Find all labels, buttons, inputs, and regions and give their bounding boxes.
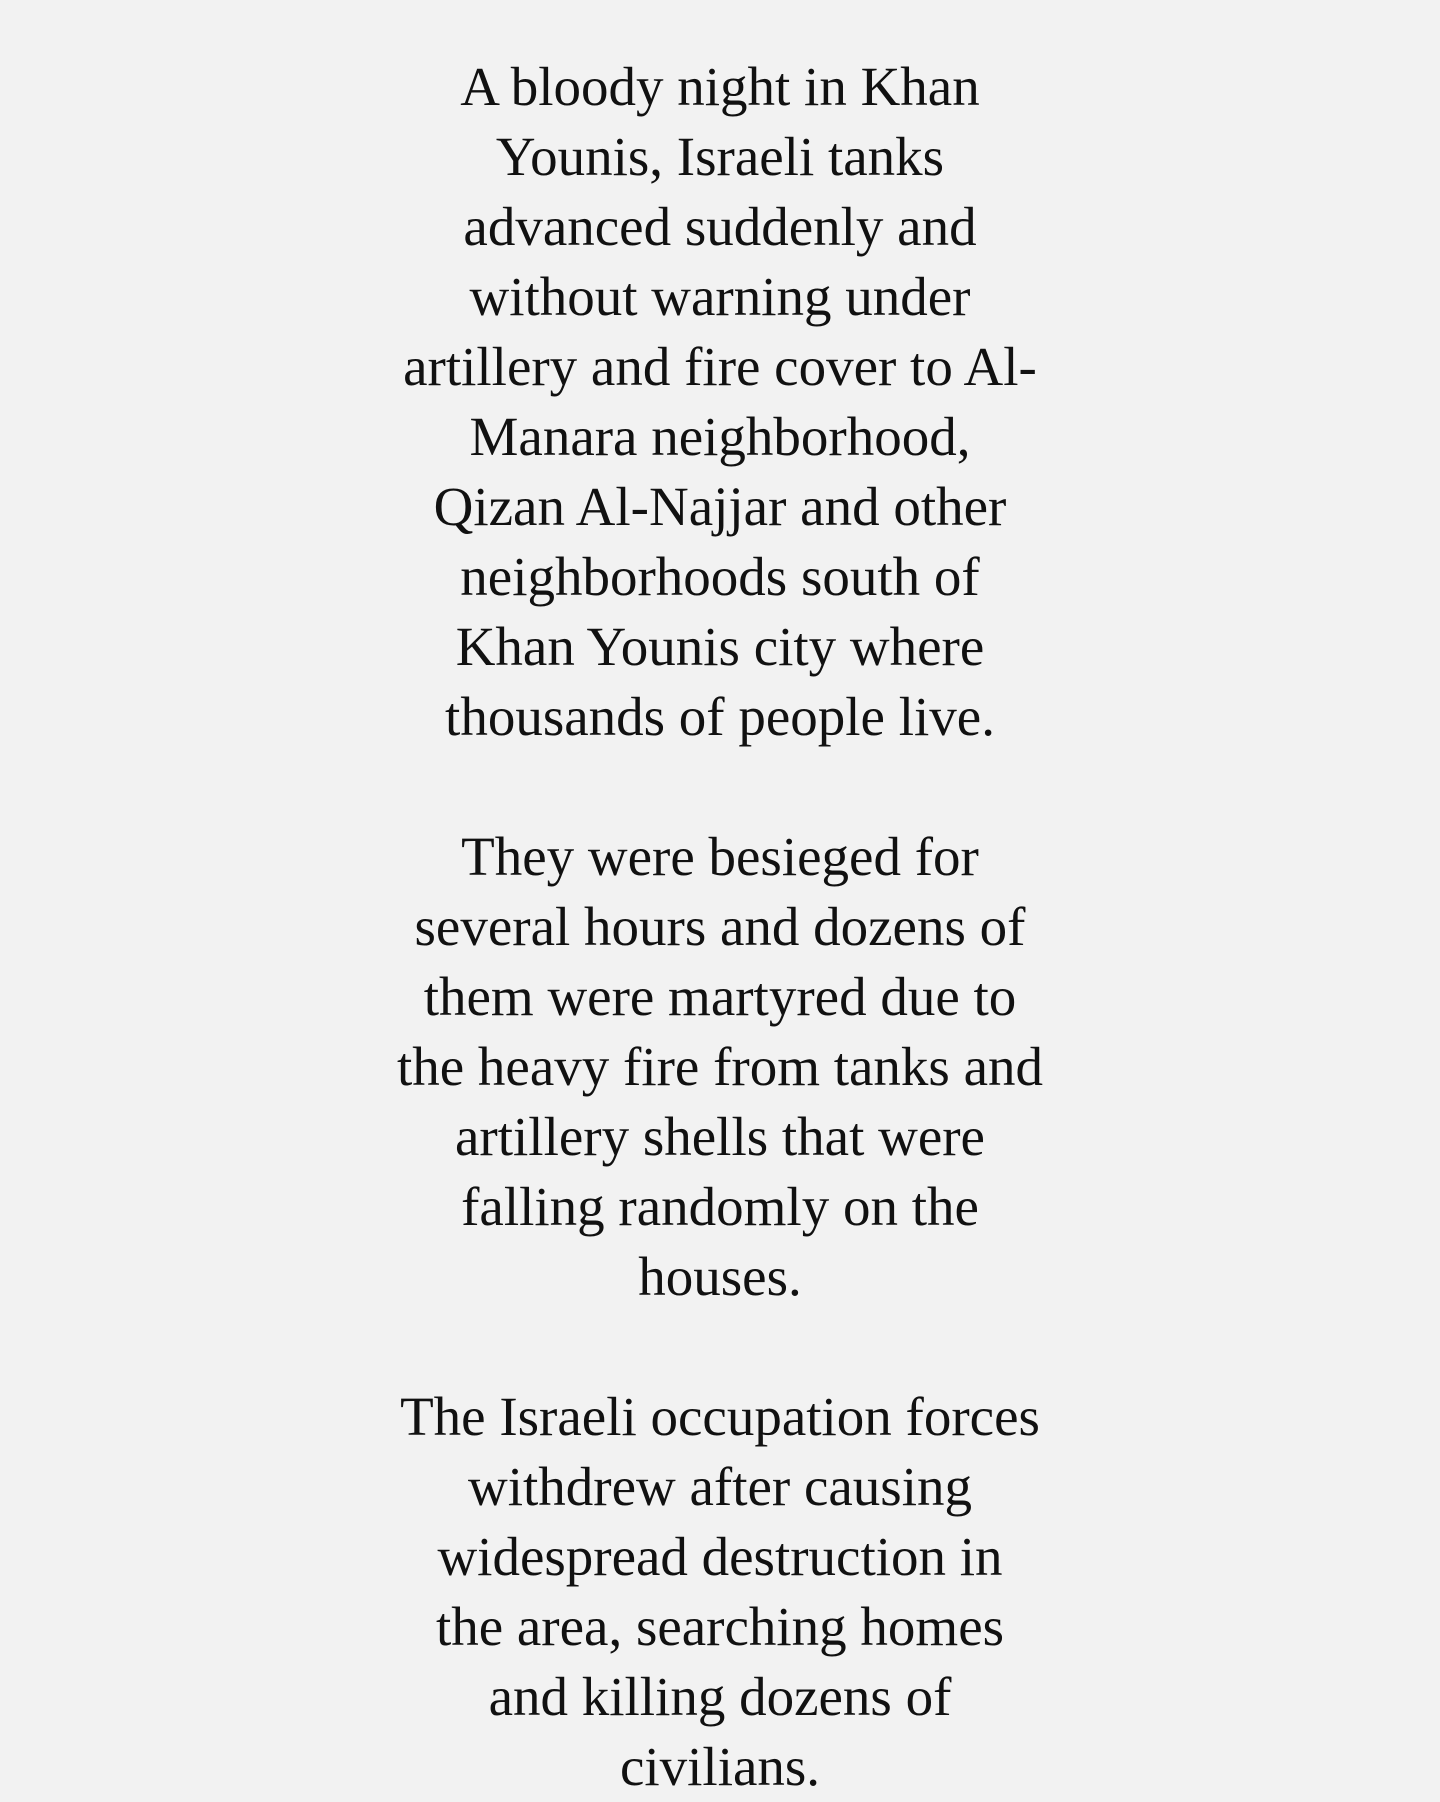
text-line: them were martyred due to [423,966,1017,1027]
text-line: Qizan Al-Najjar and other [433,476,1007,537]
text-line: several hours and dozens of [414,896,1026,957]
paragraph-3 [330,1382,1110,1802]
paragraph-gap [330,1312,1110,1382]
text-line: houses. [638,1246,802,1307]
text-line: widespread destruction in [437,1526,1003,1587]
text-line: withdrew after causing [468,1456,972,1517]
text-line: falling randomly on the [461,1176,979,1237]
post-text [330,52,1110,1802]
text-line: Younis, Israeli tanks [495,126,945,187]
text-line: and killing dozens of [488,1666,952,1727]
text-line: advanced suddenly and [463,196,977,257]
paragraph-2 [330,822,1110,1312]
text-line: Khan Younis city where [455,616,985,677]
text-line: civilians. [619,1736,821,1797]
text-line: the heavy fire from tanks and [396,1036,1043,1097]
text-line: A bloody night in Khan [460,56,980,117]
text-line: without warning under [469,266,971,327]
text-line: neighborhoods south of [460,546,980,607]
text-line: artillery and fire cover to Al- [403,336,1037,397]
paragraph-1 [330,52,1110,752]
text-line: the area, searching homes [435,1596,1005,1657]
text-line: thousands of people live. [445,686,995,747]
text-line: Manara neighborhood, [469,406,971,467]
paragraph-gap [330,752,1110,822]
text-line: The Israeli occupation forces [400,1386,1040,1447]
text-line: They were besieged for [461,826,979,887]
text-line: artillery shells that were [455,1106,985,1167]
